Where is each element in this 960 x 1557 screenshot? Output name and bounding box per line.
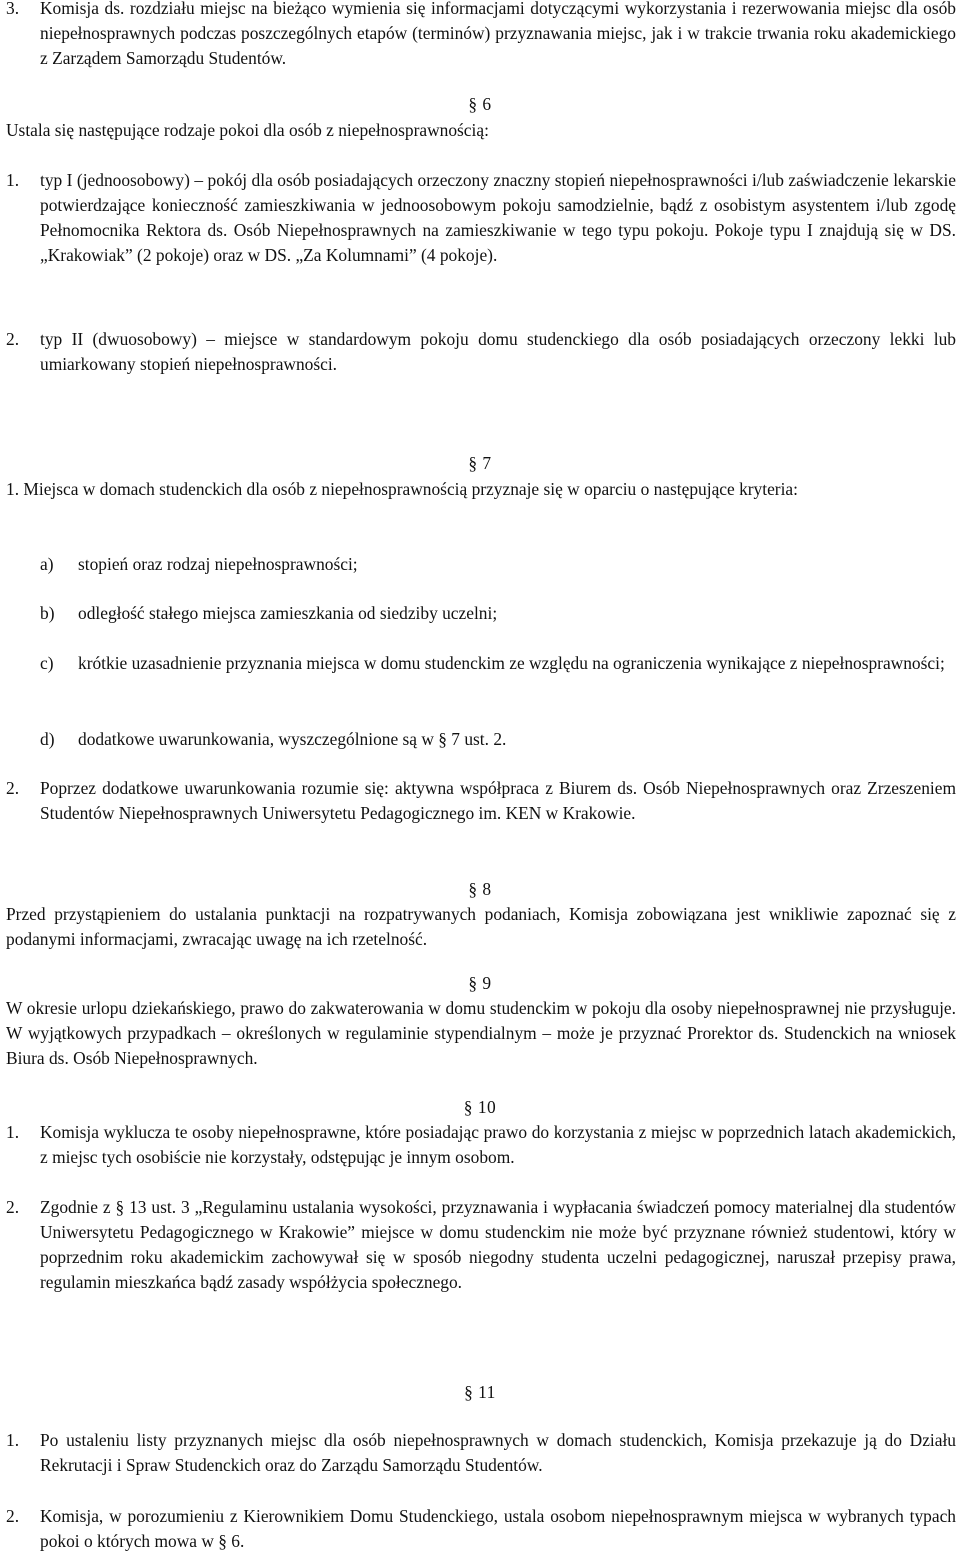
section-7-paragraph-2 [6,776,956,826]
list-item [6,168,956,268]
item-text: stopień oraz rodzaj niepełnosprawności; [78,554,358,574]
paragraph-text: Komisja ds. rozdziału miejsc na bieżąco wymienia się informacjami dotyczącymi wykorzystania i rezerwowania miejsc dla osób niepełnosprawnych podczas poszczególnych etapów (terminów) przyznawania miejsc, jak i w trakcie trwania roku akademickiego z Zarządem Samorządu Studentów. [40,0,956,68]
paragraph-text: Poprzez dodatkowe uwarunkowania rozumie się: aktywna współpraca z Biurem ds. Osób Niepełnosprawnych oraz Zrzeszeniem Studentów Niepełnosprawnych Uniwersytetu Pedagogicznego im. KEN w Krakowie. [40,778,956,823]
item-number: 1. [6,1122,20,1142]
paragraph-text: Miejsca w domach studenckich dla osób z niepełnosprawnością przyznaje się w oparciu o następujące kryteria: [23,479,798,499]
criteria-item [6,727,956,752]
list-item [6,1504,956,1554]
item-number: 1. [6,170,20,190]
section-heading-11: § 11 [464,1382,496,1402]
item-text: krótkie uzasadnienie przyznania miejsca w domu studenckim ze względu na ograniczenia wynikające z niepełnosprawności; [78,653,945,673]
item-text: Komisja, w porozumieniu z Kierownikiem Domu Studenckiego, ustala osobom niepełnosprawnym miejsca w wybranych typach pokoi o których mowa w § 6. [40,1506,956,1551]
item-text: odległość stałego miejsca zamieszkania od siedziby uczelni; [78,603,498,623]
item-text: typ II (dwuosobowy) – miejsce w standardowym pokoju domu studenckiego dla osób posiadających orzeczony lekki lub umiarkowany stopień niepełnosprawności. [40,329,956,374]
item-text: Po ustaleniu listy przyznanych miejsc dla osób niepełnosprawnych w domach studenckich, Komisja przekazuje ją do Działu Rekrutacji i Spraw Studenckich oraz do Zarządu Samorządu Studentów. [40,1430,956,1475]
section-7-paragraph-1 [6,477,956,502]
list-item [6,1428,956,1478]
section-heading-9: § 9 [468,973,492,993]
item-number: 1. [6,1430,20,1450]
item-letter: b) [40,603,55,623]
item-text: Zgodnie z § 13 ust. 3 „Regulaminu ustalania wysokości, przyznawania i wypłacania świadczeń pomocy materialnej dla studentów Uniwersytetu Pedagogicznego w Krakowie” miejsce w domu studenckim nie może być przyznane również studentowi, który w poprzednim roku akademickim zachowywał się w sposób niegodny studenta uczelni pedagogicznej, naruszał przepisy prawa, regulamin mieszkańca bądź zasady współżycia społecznego. [40,1197,956,1292]
item-letter: a) [40,554,54,574]
section-heading-8: § 8 [468,879,492,899]
item-text: typ I (jednoosobowy) – pokój dla osób posiadających orzeczony znaczny stopień niepełnosprawności i/lub zaświadczenie lekarskie potwierdzające konieczność zamieszkiwania w jednoosobowym pokoju samodzielnie, bądź z osobistym asystentem i/lub zgodę Pełnomocnika Rektora ds. Osób Niepełnosprawnych na zamieszkiwanie w tego typu pokoju. Pokoje typu I znajdują się w DS. „Krakowiak” (2 pokoje) oraz w DS. „Za Kolumnami” (4 pokoje). [40,170,956,265]
item-number: 2. [6,1506,20,1526]
paragraph-number: 3. [6,0,20,18]
criteria-item [6,651,956,676]
list-item [6,1120,956,1170]
section-6-intro: Ustala się następujące rodzaje pokoi dla osób z niepełnosprawnością: [6,120,489,140]
criteria-item [6,601,956,626]
item-number: 2. [6,329,20,349]
section-8-text: Przed przystąpieniem do ustalania punktacji na rozpatrywanych podaniach, Komisja zobowiązana jest wnikliwie zapoznać się z podanymi informacjami, zwracając uwagę na ich rzetelność. [6,904,956,949]
section-heading-10: § 10 [463,1097,497,1117]
item-text: dodatkowe uwarunkowania, wyszczególnione są w § 7 ust. 2. [78,729,507,749]
criteria-item [6,552,956,577]
section-9-text: W okresie urlopu dziekańskiego, prawo do zakwaterowania w domu studenckim w pokoju dla osoby niepełnosprawnej nie przysługuje. W wyjątkowych przypadkach – określonych w regulaminie stypendialnym – może je przyznać Prorektor ds. Studenckich na wniosek Biura ds. Osób Niepełnosprawnych. [6,998,956,1068]
paragraph-number: 1. [6,479,20,499]
paragraph-3 [6,0,956,71]
section-heading-7: § 7 [468,453,492,473]
section-heading-6: § 6 [468,94,492,114]
item-text: Komisja wyklucza te osoby niepełnosprawne, które posiadając prawo do korzystania z miejsc w poprzednich latach akademickich, z miejsc tych osobiście nie korzystały, odstępując je innym osobom. [40,1122,956,1167]
item-letter: c) [40,653,54,673]
list-item [6,327,956,377]
paragraph-number: 2. [6,778,20,798]
item-number: 2. [6,1197,20,1217]
list-item [6,1195,956,1295]
item-letter: d) [40,729,55,749]
